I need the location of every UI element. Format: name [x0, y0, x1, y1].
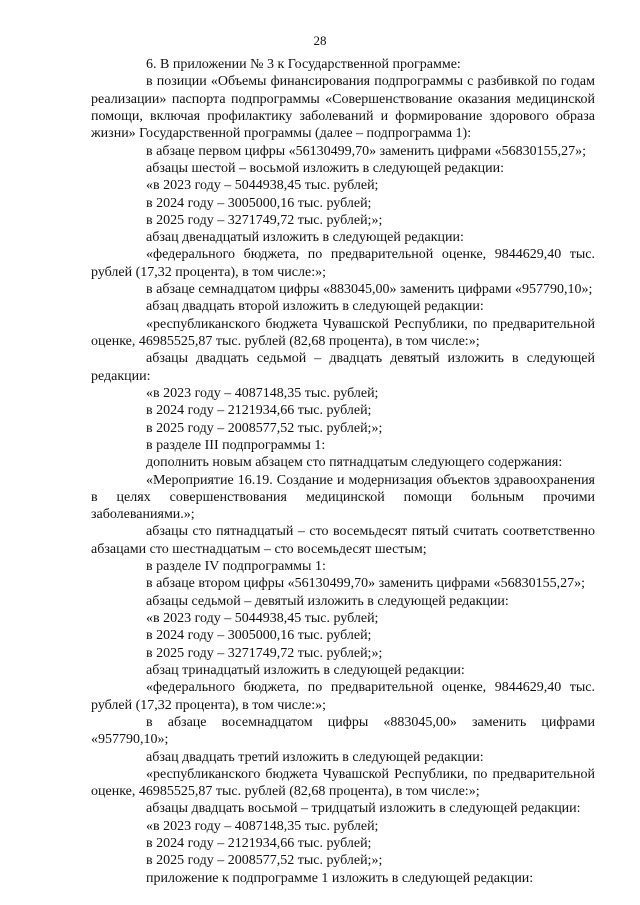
paragraph: «республиканского бюджета Чувашской Республики, по предварительной оценке, 46985525,87 тыс. рублей (82,68 процента), в том числе:»; [91, 766, 595, 800]
paragraph: в абзаце восемнадцатом цифры «883045,00» заменить цифрами «957790,10»; [91, 714, 595, 748]
paragraph: «в 2023 году – 5044938,45 тыс. рублей; [146, 178, 379, 194]
paragraph: в 2025 году – 3271749,72 тыс. рублей;»; [146, 212, 383, 228]
paragraph: «федерального бюджета, по предварительной оценке, 9844629,40 тыс. рублей (17,32 процента), в том числе:»; [91, 247, 595, 280]
paragraph: 6. В приложении № 3 к Государственной программе: [146, 57, 461, 72]
paragraph: абзацы двадцать седьмой – двадцать девятый изложить в следующей редакции: [91, 351, 595, 384]
paragraph: абзац двадцать второй изложить в следующей редакции: [146, 299, 484, 315]
paragraph: абзацы двадцать восьмой – тридцатый изложить в следующей редакции: [146, 801, 581, 817]
paragraph: абзацы седьмой – девятый изложить в следующей редакции: [146, 593, 509, 609]
paragraph: «в 2023 году – 5044938,45 тыс. рублей; [146, 611, 379, 626]
paragraph: в 2024 году – 3005000,16 тыс. рублей; [146, 628, 372, 644]
paragraph: «в 2023 году – 4087148,35 тыс. рублей; [146, 385, 379, 401]
paragraph: «федерального бюджета, по предварительной оценке, 9844629,40 тыс. рублей (17,32 процента), в том числе:»; [91, 680, 595, 713]
paragraph: в 2025 году – 3271749,72 тыс. рублей;»; [146, 645, 383, 661]
paragraph: в абзаце семнадцатом цифры «883045,00» заменить цифрами «957790,10»; [146, 282, 593, 298]
paragraph: дополнить новым абзацем сто пятнадцатым следующего содержания: [146, 455, 563, 471]
paragraph: «республиканского бюджета Чувашской Республики, по предварительной оценке, 46985525,87 тыс. рублей (82,68 процента), в том числе:»; [91, 316, 595, 349]
paragraph: «Мероприятие 16.19. Создание и модернизация объектов здравоохранения в целях совершенствования медицинской помощи больным прочими заболеваниями.»; [91, 472, 595, 523]
paragraph: «в 2023 году – 4087148,35 тыс. рублей; [146, 818, 379, 834]
paragraph: в 2025 году – 2008577,52 тыс. рублей;»; [146, 853, 383, 869]
page-number: 28 [313, 33, 327, 48]
paragraph: в разделе IV подпрограммы 1: [146, 559, 326, 575]
document-body [91, 56, 595, 887]
paragraph: приложение к подпрограмме 1 изложить в следующей редакции: [146, 870, 534, 886]
paragraph: в разделе III подпрограммы 1: [146, 437, 326, 453]
paragraph: абзац двадцать третий изложить в следующей редакции: [146, 749, 484, 765]
paragraph: абзац тринадцатый изложить в следующей редакции: [146, 662, 465, 678]
paragraph: в 2024 году – 3005000,16 тыс. рублей; [146, 195, 372, 211]
paragraph: в 2024 году – 2121934,66 тыс. рублей; [146, 403, 372, 419]
paragraph: абзацы сто пятнадцатый – сто восемьдесят пятый считать соответственно абзацами сто шестнадцатым – сто восемьдесят шестым; [91, 524, 595, 557]
paragraph: в 2024 году – 2121934,66 тыс. рублей; [146, 836, 372, 852]
paragraph: в 2025 году – 2008577,52 тыс. рублей;»; [146, 420, 383, 436]
paragraph: в абзаце первом цифры «56130499,70» заменить цифрами «56830155,27»; [146, 143, 586, 159]
paragraph: в позиции «Объемы финансирования подпрограммы с разбивкой по годам реализации» паспорта подпрограммы «Совершенствование оказания медицинской помощи, включая профилактику заболеваний и формирование здорового образа жизни» Государственной программы (далее – подпрограмма 1): [91, 74, 595, 142]
paragraph: в абзаце втором цифры «56130499,70» заменить цифрами «56830155,27»; [146, 576, 585, 592]
paragraph: абзацы шестой – восьмой изложить в следующей редакции: [146, 160, 505, 176]
paragraph: абзац двенадцатый изложить в следующей редакции: [146, 230, 464, 246]
